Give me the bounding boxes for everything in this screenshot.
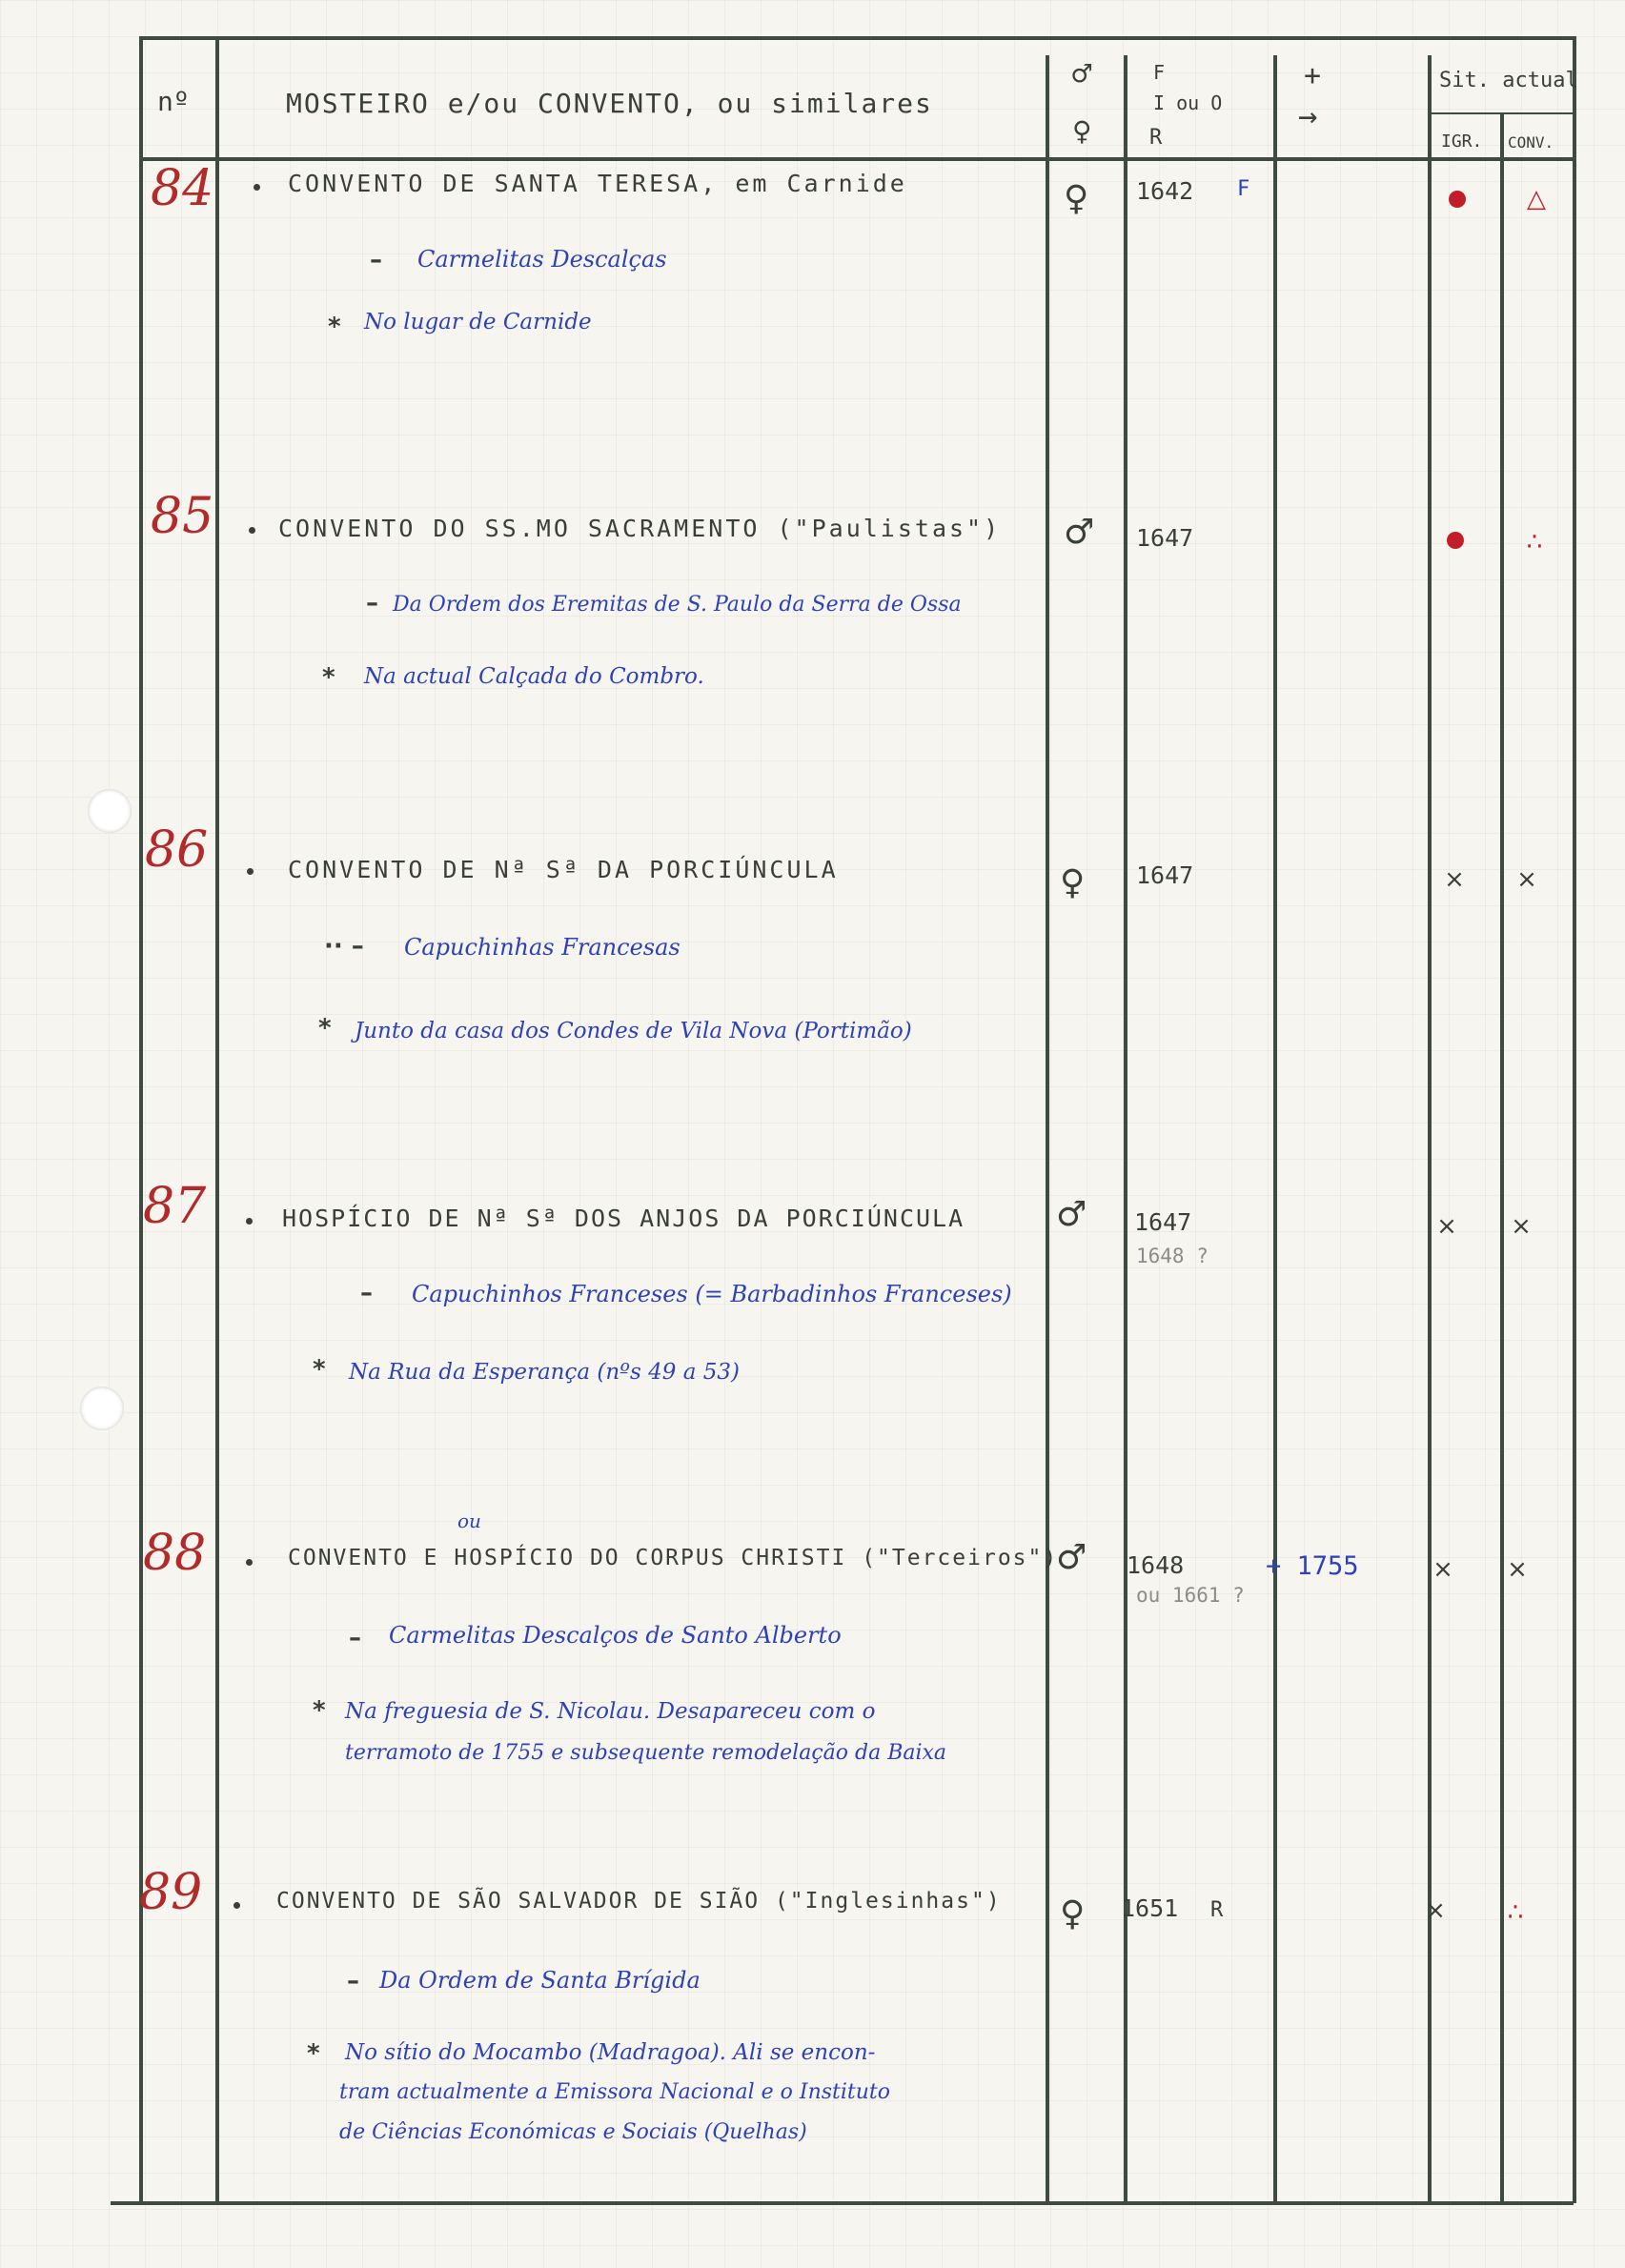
female-icon: ♀ bbox=[1072, 112, 1092, 151]
row-order: Capuchinhas Francesas bbox=[404, 934, 680, 961]
bullet bbox=[234, 1902, 240, 1909]
row-number: 84 bbox=[151, 160, 214, 217]
row-order: Carmelitas Descalças bbox=[417, 246, 667, 273]
convent-status: × bbox=[1516, 865, 1537, 894]
row-title: HOSPÍCIO DE Nª Sª DOS ANJOS DA PORCIÚNCULA bbox=[282, 1205, 965, 1232]
convent-status: × bbox=[1511, 1212, 1532, 1241]
bullet bbox=[249, 527, 255, 534]
row-year: 1642 bbox=[1136, 177, 1194, 205]
male-icon: ♂ bbox=[1064, 513, 1095, 552]
asterisk: * bbox=[313, 1355, 326, 1384]
row-number: 88 bbox=[143, 1525, 207, 1582]
row-number: 85 bbox=[151, 488, 214, 545]
row-title: CONVENTO DE Nª Sª DA PORCIÚNCULA bbox=[288, 856, 839, 883]
female-icon: ♀ bbox=[1064, 179, 1089, 218]
row-year: 1647 bbox=[1136, 861, 1194, 889]
col-line bbox=[1500, 112, 1504, 2203]
header-sit: Sit. actual bbox=[1439, 69, 1578, 92]
bullet bbox=[254, 184, 260, 191]
frame-top bbox=[139, 36, 1574, 40]
dash: – bbox=[370, 246, 382, 274]
header-date-r: R bbox=[1149, 126, 1163, 150]
row-number: 87 bbox=[143, 1178, 207, 1235]
row-note-line: Na freguesia de S. Nicolau. Desapareceu com o bbox=[345, 1699, 876, 1724]
asterisk: * bbox=[318, 1014, 332, 1043]
asterisk: * bbox=[328, 313, 341, 341]
female-icon: ♀ bbox=[1060, 1894, 1086, 1934]
row-year: 1651 bbox=[1121, 1894, 1179, 1922]
col-line bbox=[1046, 55, 1049, 2203]
dash: ·· – bbox=[324, 932, 364, 961]
asterisk: * bbox=[313, 1696, 326, 1725]
header-rule bbox=[139, 157, 1574, 161]
row-number: 86 bbox=[145, 821, 209, 879]
convent-status: × bbox=[1507, 1555, 1528, 1584]
row-title: CONVENTO DE SANTA TERESA, em Carnide bbox=[288, 170, 907, 197]
row-note: No lugar de Carnide bbox=[364, 310, 592, 334]
row-note-line: tram actualmente a Emissora Nacional e o Instituto bbox=[339, 2080, 891, 2104]
female-icon: ♀ bbox=[1060, 863, 1086, 902]
header-no: nº bbox=[157, 86, 190, 117]
row-order: Da Ordem dos Eremitas de S. Paulo da Serra de Ossa bbox=[393, 593, 962, 617]
header-igr: IGR. bbox=[1441, 132, 1483, 152]
plus-icon: + bbox=[1304, 59, 1322, 92]
row-year-alt: 1648 ? bbox=[1136, 1245, 1209, 1267]
male-icon: ♂ bbox=[1056, 1538, 1087, 1577]
male-icon: ♂ bbox=[1072, 55, 1092, 93]
church-status: × bbox=[1436, 1212, 1457, 1241]
row-note: Na Rua da Esperança (nºs 49 a 53) bbox=[349, 1360, 740, 1385]
row-flag: F bbox=[1237, 177, 1250, 201]
dash: – bbox=[366, 589, 378, 618]
col-line bbox=[1273, 55, 1277, 2203]
arrow-icon: → bbox=[1298, 97, 1318, 135]
row-extinction: + 1755 bbox=[1266, 1551, 1359, 1581]
punch-hole bbox=[88, 789, 132, 833]
col-line bbox=[1573, 36, 1576, 2203]
col-line bbox=[215, 36, 219, 2203]
row-year: 1648 bbox=[1127, 1551, 1185, 1579]
row-flag: R bbox=[1210, 1898, 1224, 1922]
header-date-mid: I ou O bbox=[1153, 91, 1223, 114]
row-order: Capuchinhos Franceses (= Barbadinhos Franceses) bbox=[412, 1281, 1012, 1307]
col-line bbox=[1428, 55, 1432, 2203]
row-title: CONVENTO DE SÃO SALVADOR DE SIÃO ("Inglesinhas") bbox=[276, 1889, 1002, 1914]
church-status: × bbox=[1425, 1896, 1446, 1925]
row-title: CONVENTO DO SS.MO SACRAMENTO ("Paulistas") bbox=[278, 515, 1002, 542]
row-year: 1647 bbox=[1136, 524, 1194, 552]
col-line bbox=[1124, 55, 1127, 2203]
punch-hole bbox=[80, 1387, 124, 1430]
header-date-f: F bbox=[1153, 61, 1166, 84]
convent-status: △ bbox=[1527, 185, 1546, 213]
row-note-line: terramoto de 1755 e subsequente remodelação da Baixa bbox=[345, 1741, 947, 1765]
church-status: × bbox=[1432, 1555, 1453, 1584]
dash: – bbox=[360, 1279, 373, 1307]
header-conv: CONV. bbox=[1508, 133, 1554, 152]
row-year-alt: ou 1661 ? bbox=[1136, 1584, 1245, 1607]
title-insert: ou bbox=[457, 1509, 481, 1532]
header-name: MOSTEIRO e/ou CONVENTO, ou similares bbox=[286, 88, 933, 119]
row-note: Na actual Calçada do Combro. bbox=[364, 664, 704, 689]
row-note-line: No sítio do Mocambo (Madragoa). Ali se encon- bbox=[345, 2040, 876, 2065]
bullet bbox=[247, 868, 254, 875]
church-status-dot bbox=[1447, 532, 1464, 549]
convent-status: ∴ bbox=[1507, 1898, 1524, 1927]
dash: – bbox=[349, 1624, 361, 1652]
convent-status: ∴ bbox=[1526, 528, 1543, 557]
dash: – bbox=[347, 1967, 359, 1995]
row-order: Da Ordem de Santa Brígida bbox=[379, 1967, 701, 1994]
row-order: Carmelitas Descalços de Santo Alberto bbox=[389, 1622, 842, 1649]
row-note: Junto da casa dos Condes de Vila Nova (Portimão) bbox=[355, 1019, 912, 1043]
row-note-line: de Ciências Económicas e Sociais (Quelhas) bbox=[339, 2120, 807, 2144]
male-icon: ♂ bbox=[1056, 1195, 1087, 1234]
church-status: × bbox=[1444, 865, 1465, 894]
bullet bbox=[246, 1218, 253, 1225]
church-status-dot bbox=[1449, 191, 1466, 208]
row-number: 89 bbox=[139, 1864, 203, 1921]
frame-bottom bbox=[111, 2201, 1574, 2205]
asterisk: * bbox=[322, 663, 335, 692]
bullet bbox=[246, 1559, 253, 1566]
row-year: 1647 bbox=[1134, 1208, 1192, 1236]
asterisk: * bbox=[307, 2039, 320, 2068]
row-title: CONVENTO E HOSPÍCIO DO CORPUS CHRISTI ("Terceiros") bbox=[288, 1546, 1059, 1570]
